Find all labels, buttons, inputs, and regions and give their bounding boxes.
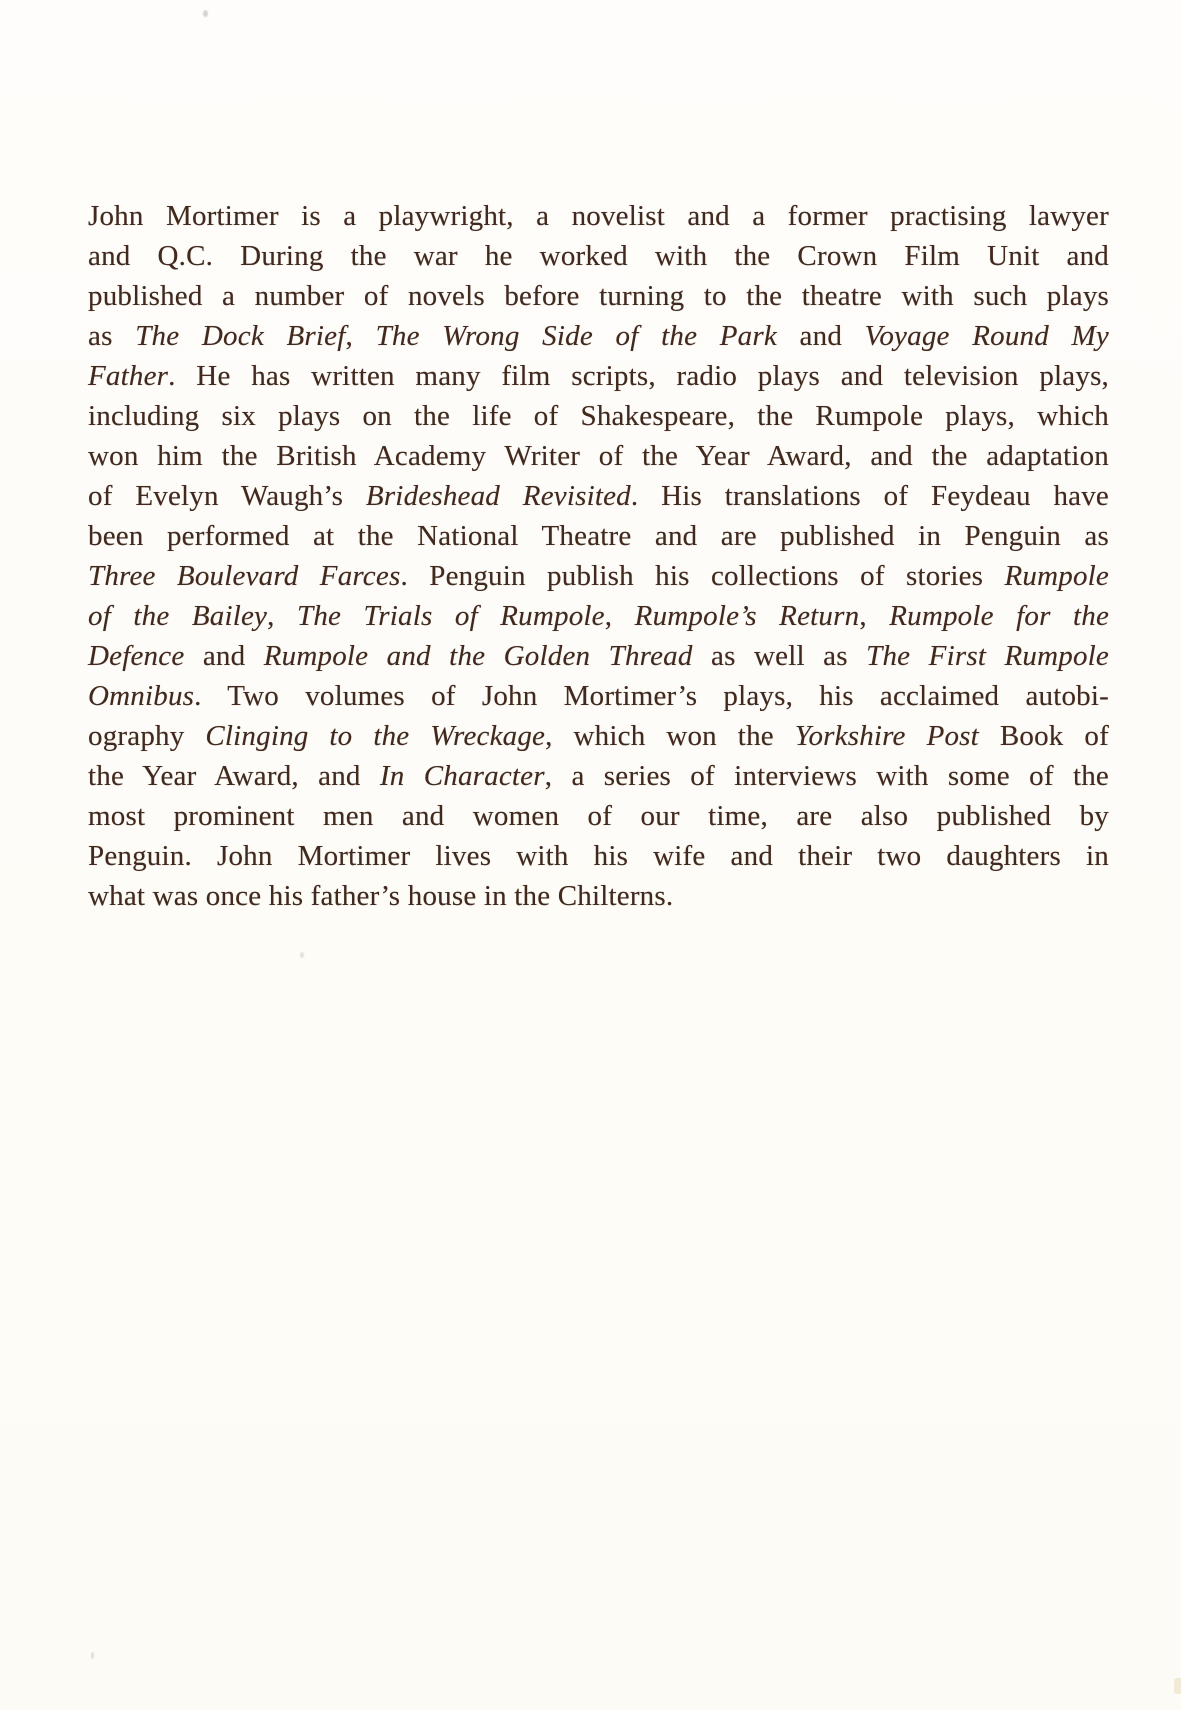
book-title-italic: Three Boulevard Farces: [88, 560, 401, 592]
text-segment: what was once his father’s house in the Chilterns.: [88, 880, 674, 912]
text-segment: the Year Award, and: [88, 760, 380, 792]
text-line: [88, 836, 1109, 876]
text-line: [88, 236, 1109, 276]
text-line: [88, 356, 1109, 396]
text-segment: ,: [604, 600, 635, 632]
text-line: [88, 276, 1109, 316]
text-line: [88, 596, 1109, 636]
text-line: [88, 436, 1109, 476]
text-segment: . Two volumes of John Mortimer’s plays, his acclaimed autobi-: [194, 680, 1109, 712]
text-segment: including six plays on the life of Shakespeare, the Rumpole plays, which: [88, 400, 1109, 432]
book-title-italic: Clinging to the Wreckage: [205, 720, 546, 752]
book-title-italic: Voyage Round My: [864, 320, 1109, 352]
bio-paragraph: [88, 196, 1109, 916]
scan-speck-middle: [300, 952, 304, 958]
book-title-italic: Father: [88, 360, 169, 392]
book-title-italic: Rumpole for the: [889, 600, 1110, 632]
text-segment: John Mortimer is a playwright, a novelist and a former practising lawyer: [88, 200, 1109, 232]
text-segment: , which won the: [545, 720, 795, 752]
book-title-italic: In Character: [379, 760, 545, 792]
text-segment: ,: [345, 320, 376, 352]
text-segment: as: [88, 320, 136, 352]
book-title-italic: The Dock Brief: [135, 320, 346, 352]
book-title-italic: The First Rumpole: [866, 640, 1109, 672]
text-segment: , a series of interviews with some of the: [544, 760, 1109, 792]
text-segment: and Q.C. During the war he worked with the Crown Film Unit and: [88, 240, 1109, 272]
text-line: [88, 396, 1109, 436]
text-segment: Penguin. John Mortimer lives with his wife and their two daughters in: [88, 840, 1109, 872]
scan-speck-bottom: [91, 1652, 94, 1659]
text-segment: and: [776, 320, 865, 352]
book-title-italic: Rumpole: [1004, 560, 1109, 592]
text-line: [88, 676, 1109, 716]
text-line: [88, 476, 1109, 516]
text-segment: won him the British Academy Writer of the Year Award, and the adaptation: [88, 440, 1109, 472]
text-segment: . He has written many film scripts, radio plays and television plays,: [168, 360, 1109, 392]
scan-speck-top: [203, 10, 208, 17]
scan-edge-artifact: [1174, 1678, 1181, 1694]
text-segment: Book of: [978, 720, 1109, 752]
text-segment: . Penguin publish his collections of stories: [400, 560, 1005, 592]
text-segment: ography: [88, 720, 206, 752]
text-line: [88, 876, 1109, 916]
text-line: [88, 516, 1109, 556]
text-segment: ,: [859, 600, 890, 632]
book-title-italic: Rumpole and the Golden Thread: [263, 640, 693, 672]
text-segment: . His translations of Feydeau have: [630, 480, 1109, 512]
book-title-italic: of the Bailey: [88, 600, 268, 632]
text-line: [88, 756, 1109, 796]
book-title-italic: Omnibus: [88, 680, 195, 712]
text-segment: been performed at the National Theatre and are published in Penguin as: [88, 520, 1109, 552]
text-segment: published a number of novels before turning to the theatre with such plays: [88, 280, 1109, 312]
text-segment: ,: [267, 600, 298, 632]
text-line: [88, 716, 1109, 756]
book-title-italic: The Trials of Rumpole: [297, 600, 605, 632]
book-title-italic: The Wrong Side of the Park: [375, 320, 777, 352]
text-line: [88, 196, 1109, 236]
text-line: [88, 316, 1109, 356]
book-title-italic: Brideshead Revisited: [365, 480, 631, 512]
text-line: [88, 636, 1109, 676]
text-line: [88, 796, 1109, 836]
book-title-italic: Defence: [88, 640, 185, 672]
text-segment: as well as: [692, 640, 867, 672]
text-line: [88, 556, 1109, 596]
book-title-italic: Rumpole’s Return: [634, 600, 860, 632]
text-segment: most prominent men and women of our time, are also published by: [88, 800, 1109, 832]
text-segment: of Evelyn Waugh’s: [88, 480, 366, 512]
book-title-italic: Yorkshire Post: [794, 720, 979, 752]
text-segment: and: [184, 640, 264, 672]
